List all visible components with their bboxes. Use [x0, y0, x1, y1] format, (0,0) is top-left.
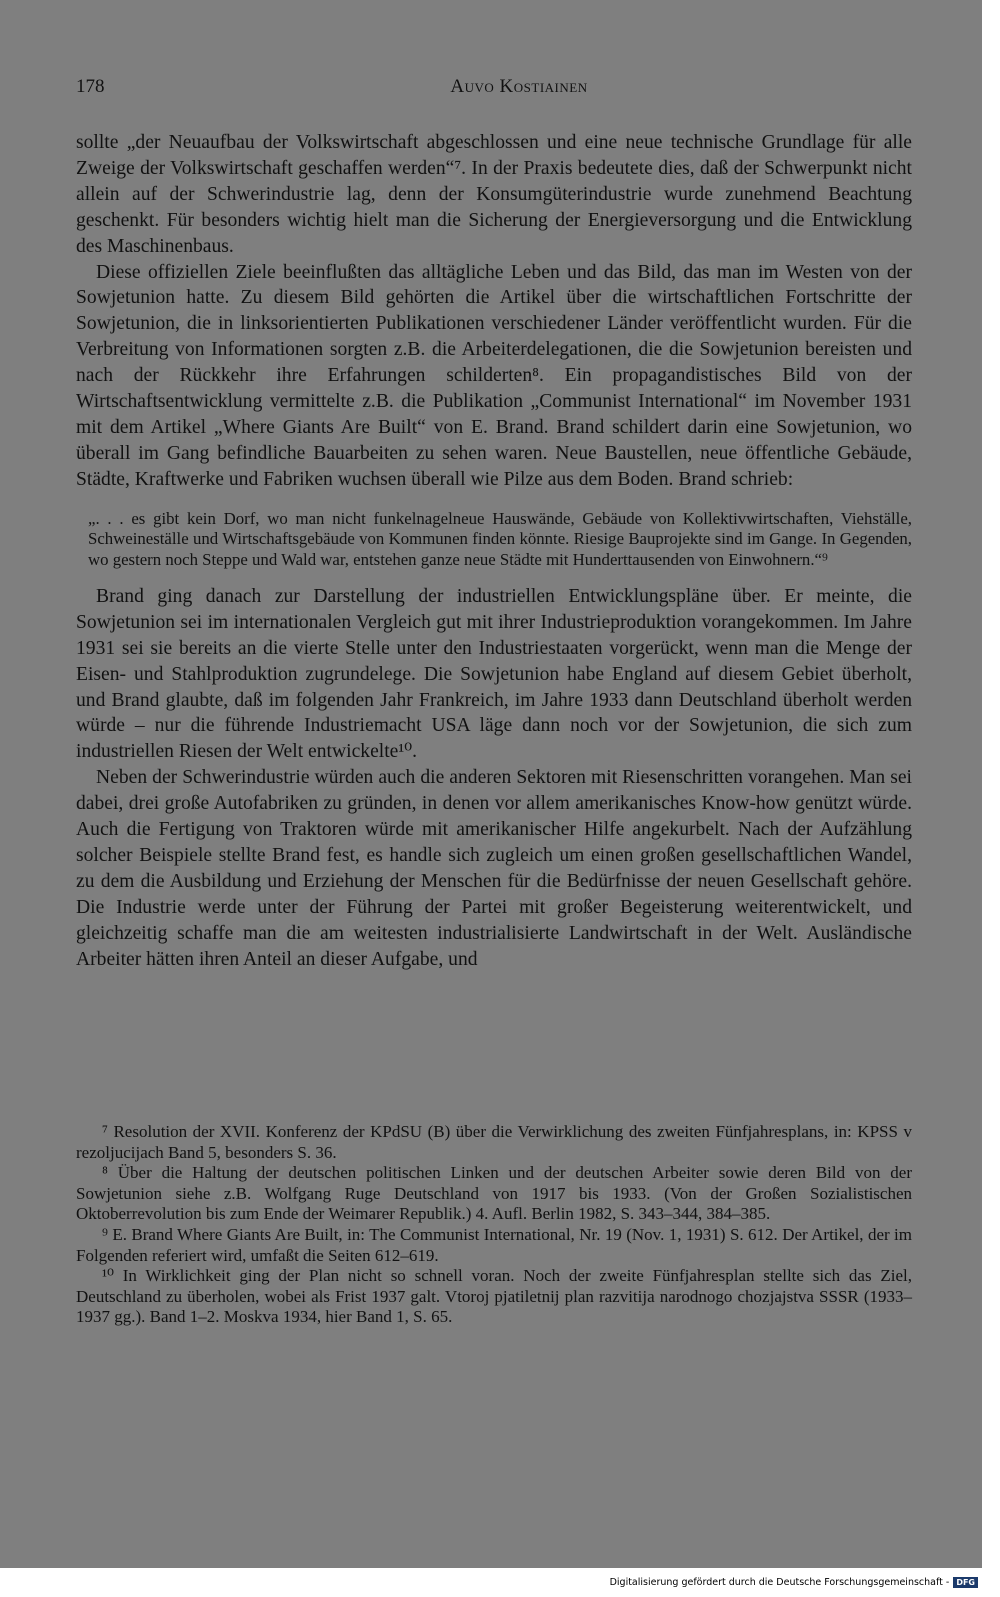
paragraph: Brand ging danach zur Darstellung der industriellen Entwicklungspläne über. Er meinte, die Sowjetunion sei im internationalen Vergleich gut mit ihrer Industrieproduktion vorangekommen. Im Jahre 1931 sei sie bereits an die vierte Stelle unter den Industriestaaten vorgerückt, wenn man die Menge der Eisen- und Stahlproduktion zugrundelege. Die Sowjetunion habe England auf diesem Gebiet überholt, und Brand glaubte, daß im folgenden Jahr Frankreich, im Jahre 1933 dann Deutschland überholt werden würde – nur die führende Industriemacht USA läge dann noch vor der Sowjetunion, die sich zum industriellen Riesen der Welt entwickelte¹⁰.: [76, 585, 912, 763]
body-text: [76, 130, 912, 973]
block-quote: „. . . es gibt kein Dorf, wo man nicht funkelnagelneue Hauswände, Gebäude von Kollektivwirtschaften, Viehställe, Schweineställe und Wirtschaftsgebäude von Kommunen finden könnte. Riesige Bauprojekte sind im Gange. In Gegenden, wo gestern noch Steppe und Wald war, entstehen ganze neue Städte mit Hunderttausenden von Einwohnern.“⁹: [88, 508, 912, 569]
page-number: 178: [76, 76, 105, 97]
footnote: ⁷ Resolution der XVII. Konferenz der KPdSU (B) über die Verwirklichung des zweiten Fünfjahresplans, in: KPSS v rezoljucijach Band 5, besonders S. 36.: [76, 1122, 912, 1162]
footnote: ¹⁰ In Wirklichkeit ging der Plan nicht so schnell voran. Noch der zweite Fünfjahresplan stellte sich das Ziel, Deutschland zu überholen, wobei als Frist 1937 galt. Vtoroj pjatiletnij plan razvitija narodnogo chozjajstva SSSR (1933–1937 gg.). Band 1–2. Moskva 1934, hier Band 1, S. 65.: [76, 1266, 912, 1327]
dfg-logo-icon: DFG: [953, 1577, 978, 1588]
footnote: ⁹ E. Brand Where Giants Are Built, in: The Communist International, Nr. 19 (Nov. 1, 1931) S. 612. Der Artikel, der im Folgenden referiert wird, umfaßt die Seiten 612–619.: [76, 1224, 912, 1265]
paragraph: sollte „der Neuaufbau der Volkswirtschaft abgeschlossen und eine neue technische Grundlage für alle Zweige der Volkswirtschaft geschaffen werden“⁷. In der Praxis bedeutete dies, daß der Schwerpunkt nicht allein auf der Schwerindustrie lag, denn der Konsumgüterindustrie wurde zunehmend Beachtung geschenkt. Für besonders wichtig hielt man die Sicherung der Energieversorgung und die Entwicklung des Maschinenbaus.: [76, 132, 912, 257]
page-header: [76, 76, 912, 102]
digitization-footer: [0, 1577, 978, 1588]
paragraph: Diese offiziellen Ziele beeinflußten das alltägliche Leben und das Bild, das man im Westen von der Sowjetunion hatte. Zu diesem Bild gehörten die Artikel über die wirtschaftlichen Fortschritte der Sowjetunion, die in linksorientierten Publikationen verschiedener Länder veröffentlicht wurden. Für die Verbreitung von Informationen sorgten z.B. die Arbeiterdelegationen, die die Sowjetunion bereisten und nach der Rückkehr ihre Erfahrungen schilderten⁸. Ein propagandistisches Bild von der Wirtschaftsentwicklung vermittelte z.B. die Publikation „Communist International“ im November 1931 mit dem Artikel „Where Giants Are Built“ von E. Brand. Brand schildert darin eine Sowjetunion, wo überall im Gang befindliche Bauarbeiten zu sehen waren. Neue Baustellen, neue öffentliche Gebäude, Städte, Kraftwerke und Fabriken wuchsen überall wie Pilze aus dem Boden. Brand schrieb:: [76, 261, 912, 490]
running-head: Auvo Kostiainen: [450, 76, 588, 97]
footnotes: [76, 1122, 912, 1328]
paragraph: Neben der Schwerindustrie würden auch die anderen Sektoren mit Riesenschritten vorangehen. Man sei dabei, drei große Autofabriken zu gründen, in denen vor allem amerikanisches Know-how genützt würde. Auch die Fertigung von Traktoren würde mit amerikanischer Hilfe angekurbelt. Nach der Aufzählung solcher Beispiele stellte Brand fest, es handle sich zugleich um einen großen gesellschaftlichen Wandel, zu dem die Ausbildung und Erziehung der Menschen für die Bedürfnisse der neuen Gesellschaft gehöre. Die Industrie werde unter der Führung der Partei mit großer Begeisterung weiterentwickelt, und gleichzeitig schaffe man die am weitesten industrialisierte Landwirtschaft in der Welt. Ausländische Arbeiter hätten ihren Anteil an dieser Aufgabe, und: [76, 767, 912, 970]
footer-credit: Digitalisierung gefördert durch die Deutsche Forschungsgemeinschaft -: [609, 1577, 950, 1588]
footnote: ⁸ Über die Haltung der deutschen politischen Linken und der deutschen Arbeiter sowie deren Bild von der Sowjetunion siehe z.B. Wolfgang Ruge Deutschland von 1917 bis 1933. (Von der Großen Sozialistischen Oktoberrevolution bis zum Ende der Weimarer Republik.) 4. Aufl. Berlin 1982, S. 343–344, 384–385.: [76, 1163, 912, 1224]
